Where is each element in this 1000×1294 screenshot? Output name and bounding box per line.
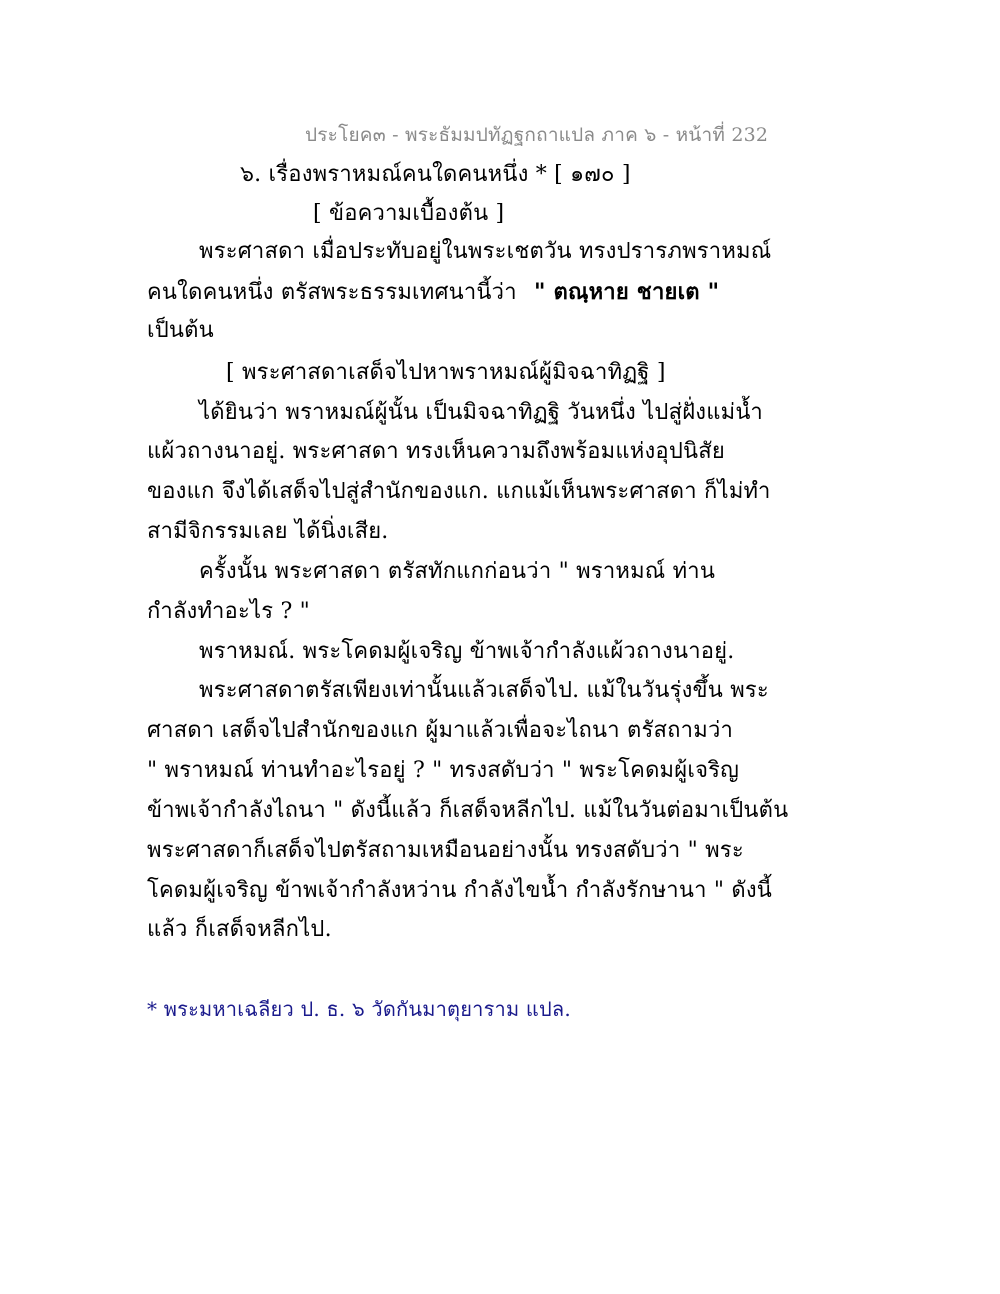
body-line: ข้าพเจ้ากำลังไถนา " ดังนี้แล้ว ก็เสด็จหลีกไป. แม้ในวันต่อมาเป็นต้น	[147, 798, 789, 823]
body-line: แล้ว ก็เสด็จหลีกไป.	[147, 917, 332, 942]
body-line: พราหมณ์. พระโคดมผู้เจริญ ข้าพเจ้ากำลังแผ้วถางนาอยู่.	[199, 639, 735, 664]
body-line: สามีจิกรรมเลย ได้นิ่งเสีย.	[147, 519, 389, 544]
body-line: ศาสดา เสด็จไปสำนักของแก ผู้มาแล้วเพื่อจะไถนา ตรัสถามว่า	[147, 718, 734, 743]
body-line: " พราหมณ์ ท่านทำอะไรอยู่ ? " ทรงสดับว่า " พระโคดมผู้เจริญ	[147, 758, 740, 783]
running-header: ประโยค๓ - พระธัมมปทัฏฐกถาแปล ภาค ๖ - หน้าที่ 232	[305, 124, 769, 146]
section-heading-visit: [ พระศาสดาเสด็จไปหาพราหมณ์ผู้มิจฉาทิฏฐิ ]	[226, 360, 666, 385]
body-line: พระศาสดาตรัสเพียงเท่านั้นแล้วเสด็จไป. แม้ในวันรุ่งขึ้น พระ	[199, 678, 769, 703]
section-heading-opening: [ ข้อความเบื้องต้น ]	[313, 201, 505, 226]
body-text: คนใดคนหนึ่ง ตรัสพระธรรมเทศนานี้ว่า	[147, 280, 517, 305]
body-line: ของแก จึงได้เสด็จไปสู่สำนักของแก. แกแม้เห็นพระศาสดา ก็ไม่ทำ	[147, 479, 771, 504]
footnote: * พระมหาเฉลียว ป. ธ. ๖ วัดกันมาตุยาราม แปล.	[147, 997, 571, 1021]
body-line: ได้ยินว่า พราหมณ์ผู้นั้น เป็นมิจฉาทิฏฐิ วันหนึ่ง ไปสู่ฝั่งแม่น้ำ	[199, 400, 763, 425]
body-line: ครั้งนั้น พระศาสดา ตรัสทักแกก่อนว่า " พราหมณ์ ท่าน	[199, 559, 716, 584]
body-line: พระศาสดาก็เสด็จไปตรัสถามเหมือนอย่างนั้น ทรงสดับว่า " พระ	[147, 838, 744, 863]
body-line: กำลังทำอะไร ? "	[147, 599, 310, 624]
pali-quote: " ตณฺหาย ชายเต "	[533, 279, 720, 305]
story-title: ๖. เรื่องพราหมณ์คนใดคนหนึ่ง * [ ๑๗๐ ]	[240, 162, 631, 187]
body-line: พระศาสดา เมื่อประทับอยู่ในพระเชตวัน ทรงปรารภพราหมณ์	[199, 239, 772, 264]
body-line: โคดมผู้เจริญ ข้าพเจ้ากำลังหว่าน กำลังไขน้ำ กำลังรักษานา " ดังนี้	[147, 878, 773, 903]
body-line: เป็นต้น	[147, 318, 214, 343]
body-line-with-quote	[147, 277, 719, 308]
body-line: แผ้วถางนาอยู่. พระศาสดา ทรงเห็นความถึงพร้อมแห่งอุปนิสัย	[147, 439, 725, 464]
